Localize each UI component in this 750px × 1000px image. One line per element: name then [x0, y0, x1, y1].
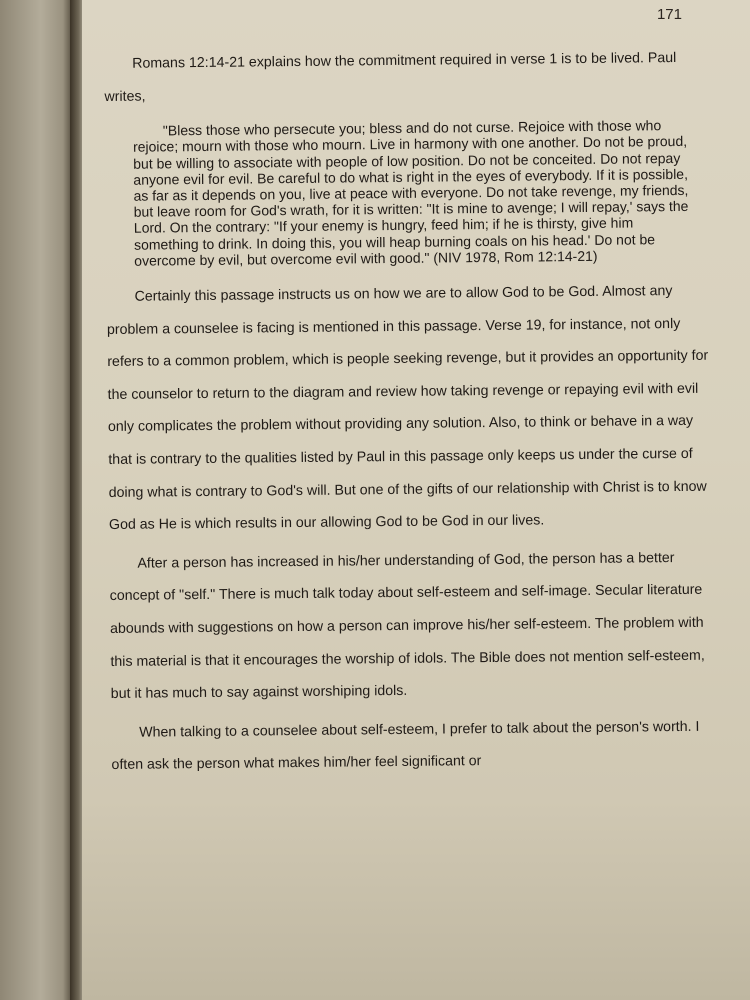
page-number: 171 [656, 6, 682, 23]
page-content [104, 42, 720, 782]
body-paragraph-3: When talking to a counselee about self-esteem, I prefer to talk about the person's worth. I often ask the person what makes him/her feel significant or [111, 718, 700, 774]
body-paragraph-1: Certainly this passage instructs us on how we are to allow God to be God. Almost any problem a counselee is facing is mentioned in this passage. Verse 19, for instance, not only refers to a common problem, which is people seeking revenge, but it provides an opportunity for the counselor to return to the diagram and review how taking revenge or repaying evil with evil only complicates the problem without providing any solution. Also, to think or behave in a way that is contrary to the qualities listed by Paul in this passage only keeps us under the curse of doing what is contrary to God's will. But one of the gifts of our relationship with Christ is to know God as He is which results in our allowing God to be God in our lives. [106, 283, 709, 534]
intro-paragraph: Romans 12:14-21 explains how the commitment required in verse 1 is to be lived. Paul writes, [104, 50, 677, 105]
facing-page [0, 0, 74, 1000]
book-page [82, 0, 750, 1000]
body-paragraph-2: After a person has increased in his/her understanding of God, the person has a better concept of "self." There is much talk today about self-esteem and self-image. Secular literature abounds with suggestions on how a person can improve his/her self-esteem. The problem with this material is that it encourages the worship of idols. The Bible does not mention self-esteem, but it has much to say against worshiping idols. [109, 549, 705, 703]
scripture-block-quote: "Bless those who persecute you; bless and do not curse. Rejoice with those who rejoice; mourn with those who mourn. Live in harmony with one another. Do not be proud, but be willing to associate with people of low position. Do not be conceited. Do not repay anyone evil for evil. Be careful to do what is right in the eyes of everybody. If it is possible, as far as it depends on you, live at peace with everyone. Do not take revenge, my friends, but leave room for God's wrath, for it is written: "It is mine to avenge; I will repay,' says the Lord. On the contrary: "If your enemy is hungry, feed him; if he is thirsty, give him something to drink. In doing this, you will heap burning coals on his head.' Do not be overcome by evil, but overcome evil with good." (NIV 1978, Rom 12:14-21) [132, 117, 689, 269]
